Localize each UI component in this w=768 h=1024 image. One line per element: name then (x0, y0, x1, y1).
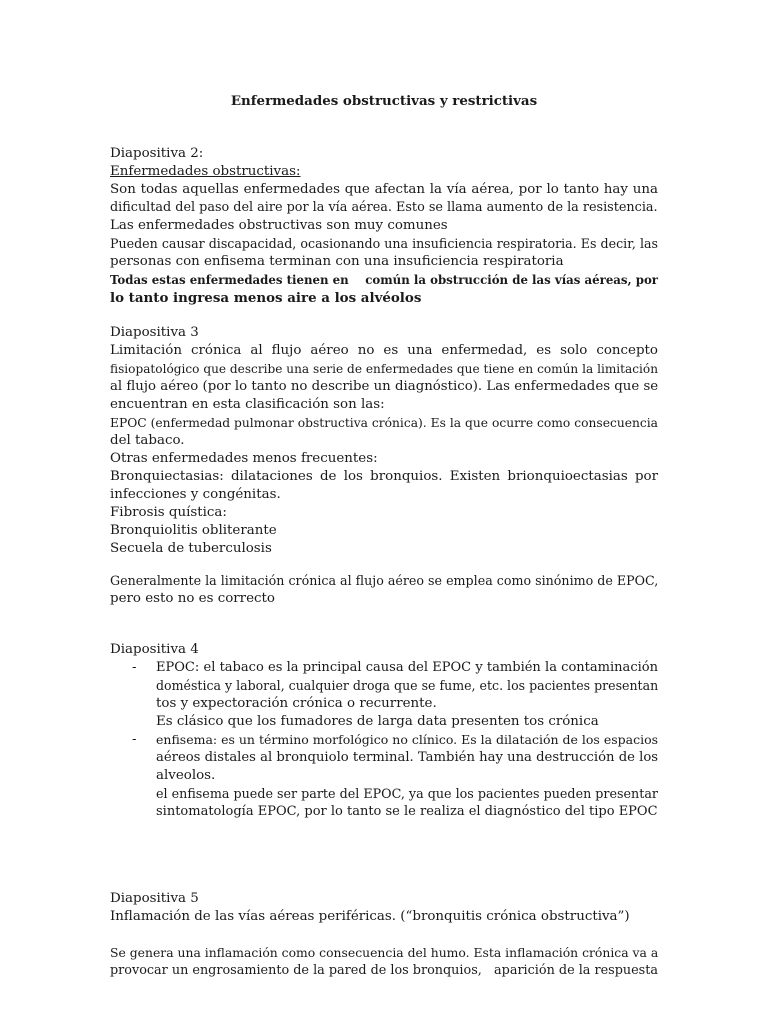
slide-5-section (110, 890, 658, 980)
bold-line: Todas estas enfermedades tienen en común la obstrucción de las vías aéreas, por (110, 273, 658, 287)
paragraph-line: enfisema: es un término morfológico no clínico. Es la dilatación de los espacios (156, 732, 659, 747)
paragraph-line: Son todas aquellas enfermedades que afectan la vía aérea, por lo tanto hay una (110, 182, 658, 197)
paragraph-line: alveolos. (156, 768, 216, 783)
list-dash: - (132, 732, 137, 747)
paragraph-line: del tabaco. (110, 433, 185, 448)
paragraph-line: Se genera una inflamación como consecuencia del humo. Esta inflamación crónica va a (110, 946, 659, 960)
paragraph-line: Bronquiectasias: dilataciones de los bronquios. Existen brionquioectasias por (110, 469, 658, 484)
paragraph-line: EPOC: el tabaco es la principal causa del EPOC y también la contaminación (156, 660, 658, 675)
slide-2-section (110, 145, 658, 307)
paragraph-line: provocar un engrosamiento de la pared de los bronquios, aparición de la respuesta (110, 963, 658, 978)
paragraph-line: el enfisema puede ser parte del EPOC, ya que los pacientes pueden presentar (156, 786, 658, 801)
paragraph-line: dificultad del paso del aire por la vía aérea. Esto se llama aumento de la resistencia. (110, 200, 658, 215)
paragraph-line: Generalmente la limitación crónica al flujo aéreo se emplea como sinónimo de EPOC, (110, 573, 659, 588)
paragraph-line: EPOC (enfermedad pulmonar obstructiva crónica). Es la que ocurre como consecuencia (110, 416, 658, 430)
slide-2-heading: Diapositiva 2: (110, 146, 204, 161)
paragraph-line: tos y expectoración crónica o recurrente. (156, 696, 437, 711)
paragraph-line: Bronquiolitis obliterante (110, 523, 277, 538)
paragraph-line: Es clásico que los fumadores de larga data presenten tos crónica (156, 714, 599, 729)
paragraph-line: fisiopatológico que describe una serie de enfermedades que tiene en común la limitación (110, 362, 658, 376)
paragraph-line: al flujo aéreo (por lo tanto no describe un diagnóstico). Las enfermedades que se (110, 379, 659, 394)
paragraph-line: sintomatología EPOC, por lo tanto se le realiza el diagnóstico del tipo EPOC (156, 804, 658, 819)
slide-2-subheading: Enfermedades obstructivas: (110, 164, 301, 179)
paragraph-line: aéreos distales al bronquiolo terminal. También hay una destrucción de los (156, 750, 659, 765)
paragraph-line: doméstica y laboral, cualquier droga que se fume, etc. los pacientes presentan (156, 678, 659, 693)
paragraph-line: personas con enfisema terminan con una insuficiencia respiratoria (110, 254, 564, 269)
paragraph-line: Otras enfermedades menos frecuentes: (110, 451, 378, 466)
blank-line (110, 926, 658, 944)
slide-3-heading: Diapositiva 3 (110, 325, 199, 340)
bold-line: lo tanto ingresa menos aire a los alvéolos (110, 290, 422, 306)
paragraph-line: Secuela de tuberculosis (110, 541, 272, 556)
paragraph-line: infecciones y congénitas. (110, 487, 281, 502)
document-title: Enfermedades obstructivas y restrictivas (230, 93, 538, 109)
paragraph-line: pero esto no es correcto (110, 591, 275, 606)
slide-3-note (110, 572, 658, 608)
list-item (110, 659, 658, 731)
paragraph-line: Las enfermedades obstructivas son muy comunes (110, 218, 448, 233)
paragraph-line: Fibrosis quística: (110, 505, 227, 520)
paragraph-line: Limitación crónica al flujo aéreo no es una enfermedad, es solo concepto (110, 343, 658, 358)
slide-3-section (110, 324, 658, 558)
slide-5-subheading: Inflamación de las vías aéreas periféricas. (“bronquitis crónica obstructiva”) (110, 909, 630, 924)
slide-4-section (110, 641, 658, 821)
paragraph-line: Pueden causar discapacidad, ocasionando una insuficiencia respiratoria. Es decir, las (110, 236, 658, 251)
slide-5-heading: Diapositiva 5 (110, 891, 199, 906)
list-dash: - (132, 660, 137, 675)
slide-4-heading: Diapositiva 4 (110, 642, 199, 657)
list-item (110, 731, 658, 821)
paragraph-line: encuentran en esta clasificación son las: (110, 397, 385, 412)
